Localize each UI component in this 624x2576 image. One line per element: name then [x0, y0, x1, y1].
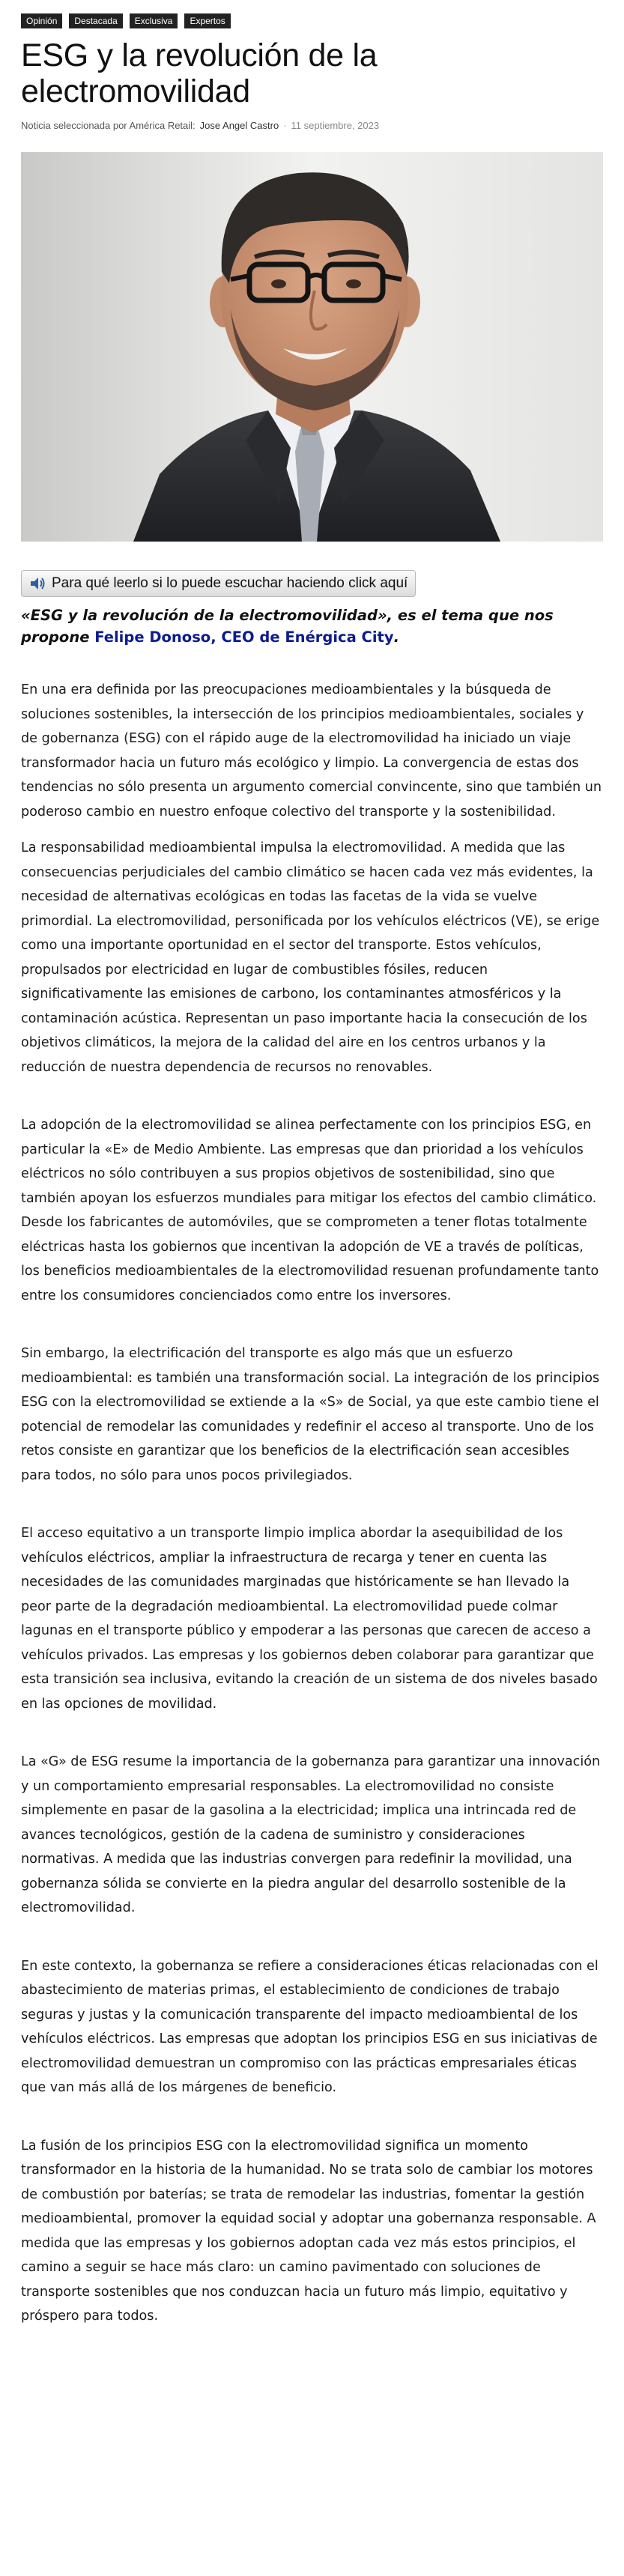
byline [21, 120, 603, 131]
category-tags [21, 0, 603, 28]
portrait-illustration [21, 152, 603, 542]
byline-prefix: Noticia seleccionada por América Retail: [21, 120, 196, 131]
body-paragraph: Sin embargo, la electrificación del transporte es algo más que un esfuerzo medioambiental: es también una transformación social. La integración de los principios ESG con la electromovilidad se extiende a la «S» de Social, ya que este cambio tiene el potencial de remodelar las comunidades y redefinir el acceso al transporte. Uno de los retos consiste en garantizar que los beneficios de la electrificación sean accesibles para todos, no sólo para unos pocos privilegiados. [21, 1346, 600, 1483]
byline-author[interactable]: Jose Angel Castro [199, 120, 279, 131]
body-paragraph: El acceso equitativo a un transporte limpio implica abordar la asequibilidad de los vehículos eléctricos, ampliar la infraestructura de recarga y tener en cuenta las necesidades de las comunidades marginadas que históricamente se han llevado la peor parte de la degradación medioambiental. La electromovilidad puede colmar lagunas en el transporte público y empoderar a las personas que carecen de acceso a vehículos privados. Las empresas y los gobiernos deben colaborar para garantizar que esta transición sea inclusiva, evitando la creación de un sistema de dos niveles basado en las opciones de movilidad. [21, 1526, 598, 1712]
intro-end: . [393, 628, 400, 646]
body-paragraph: En una era definida por las preocupaciones medioambientales y la búsqueda de soluciones sostenibles, la intersección de los principios medioambientales, sociales y de gobernanza (ESG) con el rápido auge de la electromovilidad ha iniciado un viaje transformador hacia un futuro más ecológico y limpio. La convergencia de estas dos tendencias no sólo presenta un argumento comercial convincente, sino que también un poderoso cambio en nuestro enfoque colectivo del transporte y la sostenibilidad. [21, 682, 602, 819]
tag-destacada[interactable]: Destacada [69, 13, 122, 28]
body-paragraph: La adopción de la electromovilidad se alinea perfectamente con los principios ESG, en particular la «E» de Medio Ambiente. Las empresas que dan prioridad a los vehículos eléctricos no sólo contribuyen a sus propios objetivos de sostenibilidad, sino que también apoyan los esfuerzos mundiales para mitigar los efectos del cambio climático. Desde los fabricantes de automóviles, que se comprometen a tener flotas totalmente eléctricas hasta los gobiernos que incentivan la adopción de VE a través de políticas, los beneficios medioambientales de la electromovilidad resuenan profundamente tanto entre los consumidores concienciados como entre los inversores. [21, 1118, 599, 1303]
body-paragraph: La responsabilidad medioambiental impulsa la electromovilidad. A medida que las consecuencias perjudiciales del cambio climático se hacen cada vez más evidentes, la necesidad de alternativas ecológicas en todas las facetas de la vida se vuelve primordial. La electromovilidad, personificada por los vehículos eléctricos (VE), se erige como una importante oportunidad en el sector del transporte. Estos vehículos, propulsados por electricidad en lugar de combustibles fósiles, reducen significativamente las emisiones de carbono, los contaminantes atmosféricos y la contaminación acústica. Representan un paso importante hacia la consecución de los objetivos climáticos, la mejora de la calidad del aire en los centros urbanos y la reducción de nuestra dependencia de recursos no renovables. [21, 840, 600, 1075]
body-paragraph: La «G» de ESG resume la importancia de la gobernanza para garantizar una innovación y un comportamiento empresarial responsables. La electromovilidad no consiste simplemente en pasar de la gasolina a la electricidad; implica una intrincada red de avances tecnológicos, gestión de la cadena de suministro y consideraciones normativas. A medida que las industrias convergen para redefinir la movilidad, una gobernanza sólida se convierte en la piedra angular del desarrollo sostenible de la electromovilidad. [21, 1754, 601, 1915]
listen-audio-button[interactable] [21, 570, 416, 597]
listen-audio-label: Para qué leerlo si lo puede escuchar haciendo click aquí [52, 575, 408, 591]
body-paragraph: La fusión de los principios ESG con la electromovilidad significa un momento transformador en la historia de la humanidad. No se trata solo de cambiar los motores de combustión por baterías; se trata de remodelar las industrias, fomentar la gestión medioambiental, promover la equidad social y adoptar una gobernanza responsable. A medida que las empresas y los gobiernos adoptan cada vez más estos principios, el camino a seguir se hace más claro: un camino pavimentado con soluciones de transporte sostenibles que nos conduzcan hacia un futuro más limpio, equitativo y próspero para todos. [21, 2138, 596, 2324]
byline-date: 11 septiembre, 2023 [291, 120, 380, 131]
intro-text: , es el tema que nos propone [21, 607, 554, 646]
speaker-icon [29, 576, 46, 591]
article-body [21, 678, 603, 2329]
article-intro [21, 604, 603, 648]
tag-opinion[interactable]: Opinión [21, 13, 62, 28]
author-portrait-image [21, 152, 603, 542]
tag-expertos[interactable]: Expertos [184, 13, 230, 28]
intro-author-link[interactable]: Felipe Donoso, CEO de Enérgica City [94, 628, 394, 646]
tag-exclusiva[interactable]: Exclusiva [130, 13, 178, 28]
body-paragraph: En este contexto, la gobernanza se refiere a consideraciones éticas relacionadas con el abastecimiento de materias primas, el establecimiento de condiciones de trabajo seguras y justas y la comunicación transparente del impacto medioambiental de los vehículos eléctricos. Las empresas que adoptan los principios ESG en sus iniciativas de electromovilidad demuestran un compromiso con las prácticas empresariales éticas que van más allá de los márgenes de beneficio. [21, 1958, 599, 2095]
byline-separator: · [283, 120, 287, 131]
article-headline: ESG y la revolución de la electromovilidad [21, 37, 378, 109]
intro-quote: «ESG y la revolución de la electromovilidad» [21, 607, 387, 624]
